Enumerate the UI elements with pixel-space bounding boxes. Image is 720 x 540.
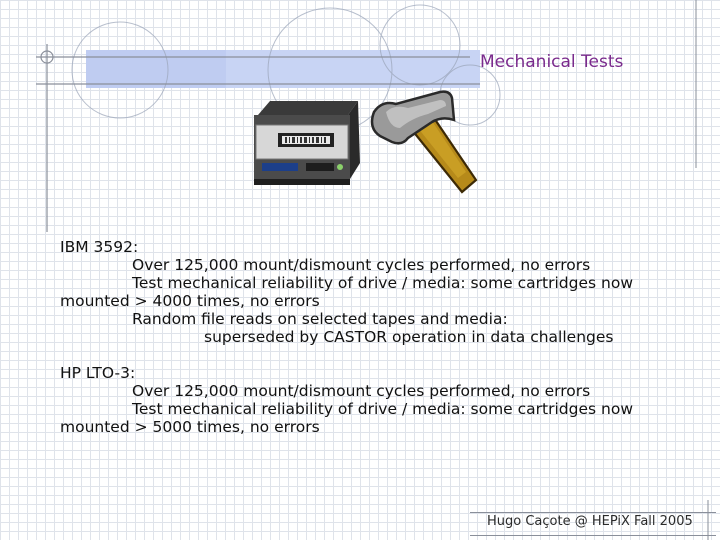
section-ibm-3592: [60, 238, 680, 346]
section-heading: HP LTO-3:: [60, 364, 136, 382]
section-heading: IBM 3592:: [60, 238, 139, 256]
slide-content: [60, 238, 680, 454]
bullet-continuation: mounted > 4000 times, no errors: [60, 292, 320, 310]
sub-bullet-line: superseded by CASTOR operation in data challenges: [204, 328, 614, 346]
title-banner-accent: [86, 50, 226, 88]
slide-title: Mechanical Tests: [480, 52, 624, 72]
bullet-line: Over 125,000 mount/dismount cycles performed, no errors: [132, 256, 591, 274]
bullet-continuation: mounted > 5000 times, no errors: [60, 418, 320, 436]
bullet-line: Over 125,000 mount/dismount cycles performed, no errors: [132, 382, 591, 400]
tape-drive-illustration: [248, 95, 366, 195]
bullet-line: Test mechanical reliability of drive / media: some cartridges now: [132, 274, 633, 292]
footer-text: Hugo Caçote @ HEPiX Fall 2005: [487, 514, 693, 529]
bullet-line: Test mechanical reliability of drive / media: some cartridges now: [132, 400, 633, 418]
section-hp-lto3: [60, 364, 680, 436]
hammer-illustration: [362, 88, 482, 198]
bullet-line: Random file reads on selected tapes and media:: [132, 310, 508, 328]
